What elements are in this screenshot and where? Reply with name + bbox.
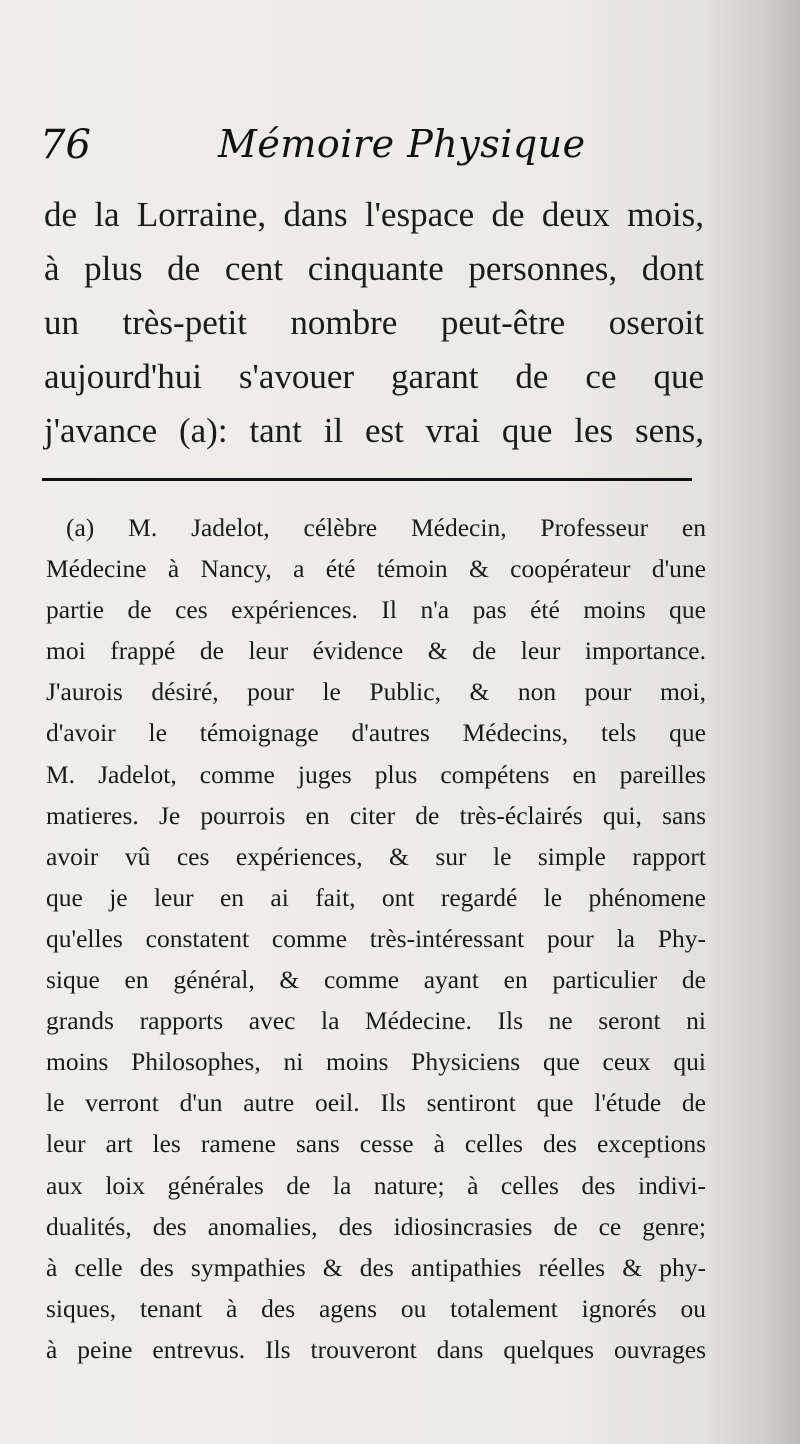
footnote-line: Médecine à Nancy, a été témoin & coopérateur d'une: [46, 554, 706, 584]
footnote-line: à celle des sympathies & des antipathies réelles & phy-: [46, 1252, 706, 1282]
text-line: à plus de cent cinquante personnes, dont: [44, 249, 704, 288]
footnote-line: J'aurois désiré, pour le Public, & non pour moi,: [46, 677, 706, 707]
footnote-line: (a) M. Jadelot, célèbre Médecin, Professeur en: [66, 513, 706, 542]
footnote-divider: [42, 478, 692, 481]
footnote-line: matieres. Je pourrois en citer de très-éclairés qui, sans: [46, 800, 706, 830]
text-line: un très-petit nombre peut-être oseroit: [44, 303, 704, 342]
page-header: [40, 122, 720, 182]
footnote-line: que je leur en ai fait, ont regardé le phénomene: [46, 882, 706, 912]
text-line: de la Lorraine, dans l'espace de deux mois,: [44, 195, 704, 234]
page-number: 76: [40, 122, 91, 168]
footnote-line: aux loix générales de la nature; à celles des indivi-: [46, 1170, 706, 1200]
running-title: Mémoire Physique: [218, 122, 586, 166]
footnote-line: M. Jadelot, comme juges plus compétens en pareilles: [46, 759, 706, 789]
footnote-line: avoir vû ces expériences, & sur le simple rapport: [46, 841, 706, 871]
footnote-line: partie de ces expériences. Il n'a pas été moins que: [46, 595, 706, 625]
footnote-line: moi frappé de leur évidence & de leur importance.: [46, 636, 706, 666]
footnote-line: leur art les ramene sans cesse à celles des exceptions: [46, 1129, 706, 1159]
footnote-line: à peine entrevus. Ils trouveront dans quelques ouvrages: [46, 1334, 706, 1364]
footnote-line: qu'elles constatent comme très-intéressant pour la Phy-: [46, 923, 706, 953]
text-line: aujourd'hui s'avouer garant de ce que: [44, 357, 704, 396]
footnote: [46, 507, 706, 1370]
main-text: [44, 188, 704, 458]
footnote-line: siques, tenant à des agens ou totalement ignorés ou: [46, 1293, 706, 1323]
footnote-line: le verront d'un autre oeil. Ils sentiront que l'étude de: [46, 1088, 706, 1118]
footnote-line: moins Philosophes, ni moins Physiciens que ceux qui: [46, 1047, 706, 1077]
footnote-line: sique en général, & comme ayant en particulier de: [46, 965, 706, 995]
footnote-line: grands rapports avec la Médecine. Ils ne seront ni: [46, 1006, 706, 1036]
footnote-line: dualités, des anomalies, des idiosincrasies de ce genre;: [46, 1211, 706, 1241]
text-line: j'avance (a): tant il est vrai que les sens,: [44, 411, 704, 450]
footnote-line: d'avoir le témoignage d'autres Médecins, tels que: [46, 718, 706, 748]
